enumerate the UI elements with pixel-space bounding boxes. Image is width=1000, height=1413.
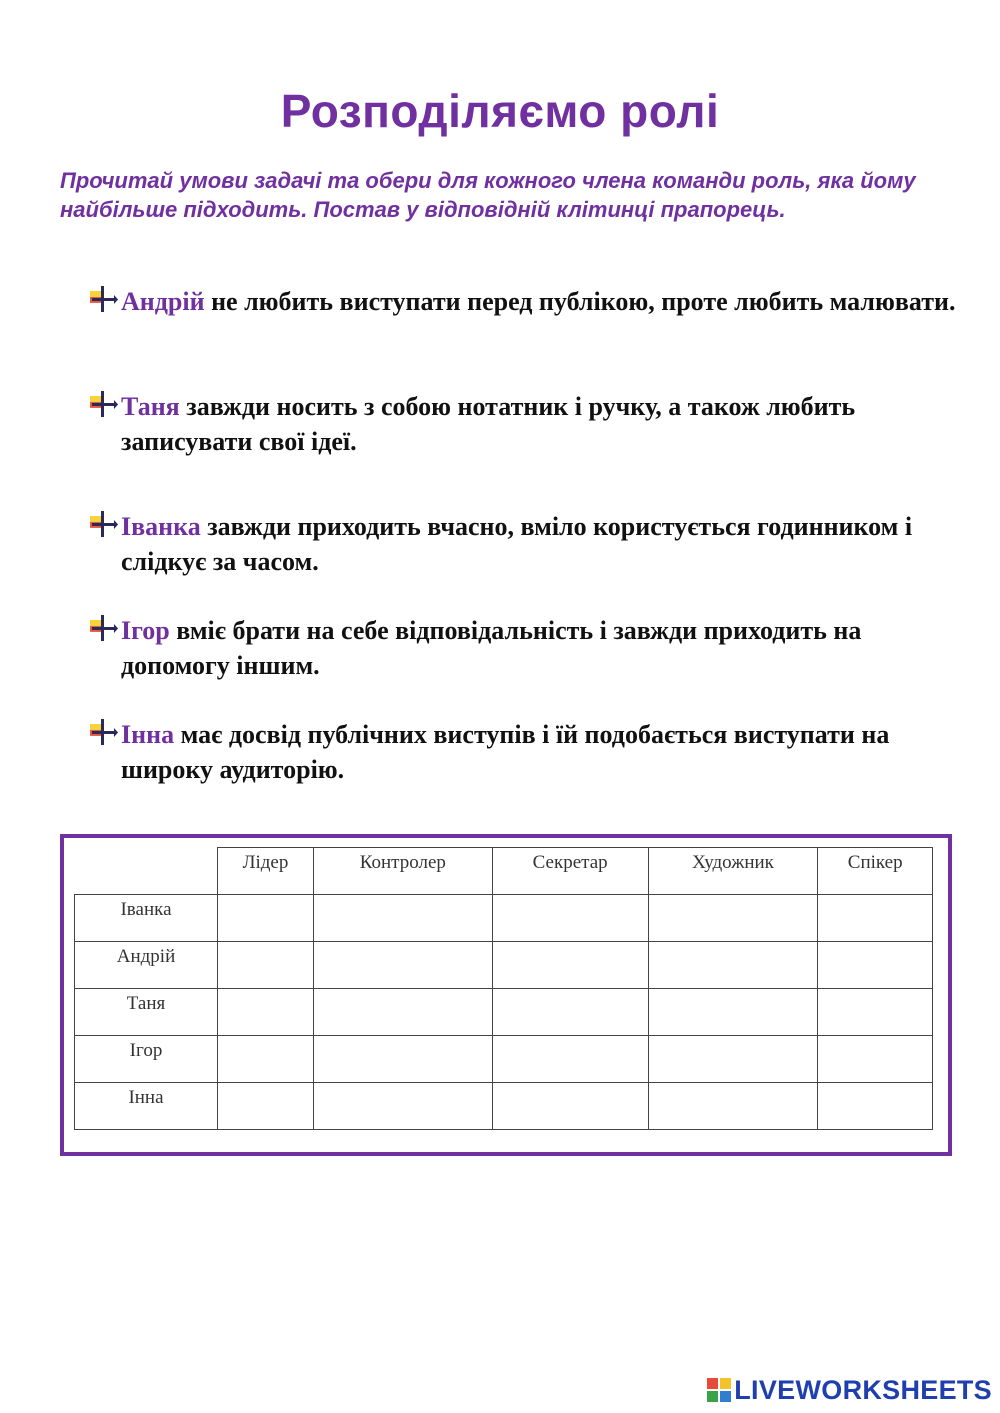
answer-cell[interactable] bbox=[818, 989, 933, 1036]
person-name: Інна bbox=[121, 720, 175, 749]
logo-text: LIVEWORKSHEETS bbox=[734, 1374, 992, 1405]
row-header: Іванка bbox=[75, 895, 218, 942]
person-name: Ігор bbox=[121, 616, 170, 645]
answer-cell[interactable] bbox=[492, 942, 648, 989]
answer-cell[interactable] bbox=[313, 1083, 492, 1130]
column-header-speaker: Спікер bbox=[818, 848, 933, 895]
column-header-artist: Художник bbox=[648, 848, 818, 895]
person-name: Таня bbox=[121, 392, 180, 421]
person-description: не любить виступати перед публікою, проте любить малювати. bbox=[204, 287, 956, 316]
roles-table bbox=[74, 847, 933, 1130]
answer-cell[interactable] bbox=[818, 1036, 933, 1083]
instructions: Прочитай умови задачі та обери для кожного члена команди роль, яка йому найбільше підходить. Постав у відповідній клітинці прапорець. bbox=[60, 168, 916, 222]
answer-cell[interactable] bbox=[218, 1083, 314, 1130]
table-row bbox=[75, 895, 933, 942]
answer-cell[interactable] bbox=[648, 1083, 818, 1130]
column-header-secretary: Секретар bbox=[492, 848, 648, 895]
answer-cell[interactable] bbox=[492, 989, 648, 1036]
bullet-arrow-icon bbox=[90, 719, 118, 745]
person-description: вміє брати на себе відповідальність і завжди приходить на допомогу іншим. bbox=[121, 616, 862, 680]
list-item bbox=[90, 389, 960, 459]
page-title: Розподіляємо ролі bbox=[280, 85, 720, 137]
list-item bbox=[90, 509, 960, 579]
row-header: Ігор bbox=[75, 1036, 218, 1083]
answer-cell[interactable] bbox=[313, 1036, 492, 1083]
column-header-leader: Лідер bbox=[218, 848, 314, 895]
person-name: Андрій bbox=[121, 287, 205, 316]
answer-cell[interactable] bbox=[313, 895, 492, 942]
answer-cell[interactable] bbox=[313, 942, 492, 989]
table-header-row bbox=[75, 848, 933, 895]
answer-cell[interactable] bbox=[648, 895, 818, 942]
answer-cell[interactable] bbox=[492, 1036, 648, 1083]
roles-table-frame bbox=[60, 834, 952, 1156]
answer-cell[interactable] bbox=[818, 942, 933, 989]
list-item bbox=[90, 613, 960, 683]
answer-cell[interactable] bbox=[218, 989, 314, 1036]
bullet-arrow-icon bbox=[90, 615, 118, 641]
answer-cell[interactable] bbox=[818, 895, 933, 942]
row-header: Таня bbox=[75, 989, 218, 1036]
table-row bbox=[75, 1083, 933, 1130]
list-item bbox=[90, 284, 960, 319]
table-row bbox=[75, 989, 933, 1036]
table-corner bbox=[75, 848, 218, 895]
answer-cell[interactable] bbox=[648, 942, 818, 989]
person-description: завжди носить з собою нотатник і ручку, а також любить записувати свої ідеї. bbox=[121, 392, 856, 456]
answer-cell[interactable] bbox=[492, 1083, 648, 1130]
liveworksheets-logo-icon bbox=[707, 1378, 731, 1402]
person-description: завжди приходить вчасно, вміло користується годинником і слідкує за часом. bbox=[121, 512, 913, 576]
row-header: Андрій bbox=[75, 942, 218, 989]
table-row bbox=[75, 942, 933, 989]
person-description: має досвід публічних виступів і їй подобається виступати на широку аудиторію. bbox=[121, 720, 890, 784]
answer-cell[interactable] bbox=[218, 942, 314, 989]
answer-cell[interactable] bbox=[818, 1083, 933, 1130]
answer-cell[interactable] bbox=[648, 1036, 818, 1083]
answer-cell[interactable] bbox=[313, 989, 492, 1036]
liveworksheets-logo bbox=[707, 1375, 992, 1405]
answer-cell[interactable] bbox=[492, 895, 648, 942]
answer-cell[interactable] bbox=[218, 1036, 314, 1083]
person-name: Іванка bbox=[121, 512, 201, 541]
column-header-controller: Контролер bbox=[313, 848, 492, 895]
answer-cell[interactable] bbox=[218, 895, 314, 942]
bullet-arrow-icon bbox=[90, 286, 118, 312]
bullet-arrow-icon bbox=[90, 511, 118, 537]
answer-cell[interactable] bbox=[648, 989, 818, 1036]
list-item bbox=[90, 717, 960, 787]
table-row bbox=[75, 1036, 933, 1083]
row-header: Інна bbox=[75, 1083, 218, 1130]
bullet-arrow-icon bbox=[90, 391, 118, 417]
